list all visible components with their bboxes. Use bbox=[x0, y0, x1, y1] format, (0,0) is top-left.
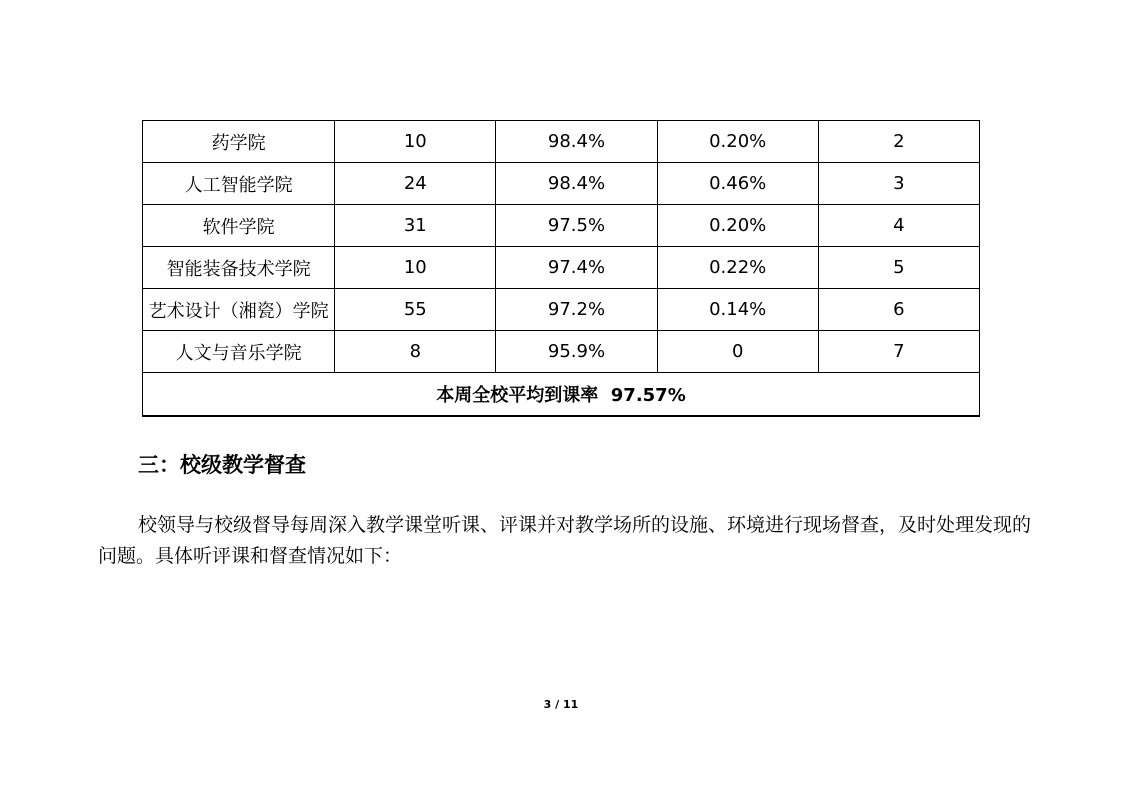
late-rate-cell: 0.46% bbox=[657, 163, 818, 205]
attendance-rate-cell: 97.2% bbox=[496, 289, 657, 331]
attendance-rate-cell: 97.5% bbox=[496, 205, 657, 247]
late-rate-cell: 0 bbox=[657, 331, 818, 373]
rank-cell: 2 bbox=[818, 121, 979, 163]
rank-cell: 3 bbox=[818, 163, 979, 205]
college-name-cell: 人工智能学院 bbox=[143, 163, 335, 205]
late-rate-cell: 0.22% bbox=[657, 247, 818, 289]
table-row bbox=[143, 205, 980, 247]
count-cell: 10 bbox=[335, 247, 496, 289]
table-row bbox=[143, 121, 980, 163]
table-row bbox=[143, 289, 980, 331]
attendance-table bbox=[142, 120, 980, 417]
rank-cell: 7 bbox=[818, 331, 979, 373]
attendance-rate-cell: 97.4% bbox=[496, 247, 657, 289]
late-rate-cell: 0.20% bbox=[657, 205, 818, 247]
college-name-cell: 艺术设计（湘瓷）学院 bbox=[143, 289, 335, 331]
attendance-rate-cell: 98.4% bbox=[496, 163, 657, 205]
late-rate-cell: 0.14% bbox=[657, 289, 818, 331]
count-cell: 55 bbox=[335, 289, 496, 331]
count-cell: 31 bbox=[335, 205, 496, 247]
table-row bbox=[143, 331, 980, 373]
count-cell: 10 bbox=[335, 121, 496, 163]
body-paragraph: 校领导与校级督导每周深入教学课堂听课、评课并对教学场所的设施、环境进行现场督查，及时处理发现的问题。具体听评课和督查情况如下： bbox=[98, 514, 1032, 567]
rank-cell: 5 bbox=[818, 247, 979, 289]
college-name-cell: 智能装备技术学院 bbox=[143, 247, 335, 289]
rank-cell: 4 bbox=[818, 205, 979, 247]
late-rate-cell: 0.20% bbox=[657, 121, 818, 163]
rank-cell: 6 bbox=[818, 289, 979, 331]
count-cell: 8 bbox=[335, 331, 496, 373]
average-attendance-summary: 本周全校平均到课率 97.57% bbox=[143, 373, 980, 417]
page-number: 3 / 11 bbox=[543, 698, 579, 711]
summary-row bbox=[143, 373, 980, 417]
table-row bbox=[143, 247, 980, 289]
section-heading: 三：校级教学督查 bbox=[138, 453, 306, 477]
college-name-cell: 软件学院 bbox=[143, 205, 335, 247]
college-name-cell: 人文与音乐学院 bbox=[143, 331, 335, 373]
attendance-rate-cell: 98.4% bbox=[496, 121, 657, 163]
table-row bbox=[143, 163, 980, 205]
college-name-cell: 药学院 bbox=[143, 121, 335, 163]
attendance-rate-cell: 95.9% bbox=[496, 331, 657, 373]
count-cell: 24 bbox=[335, 163, 496, 205]
